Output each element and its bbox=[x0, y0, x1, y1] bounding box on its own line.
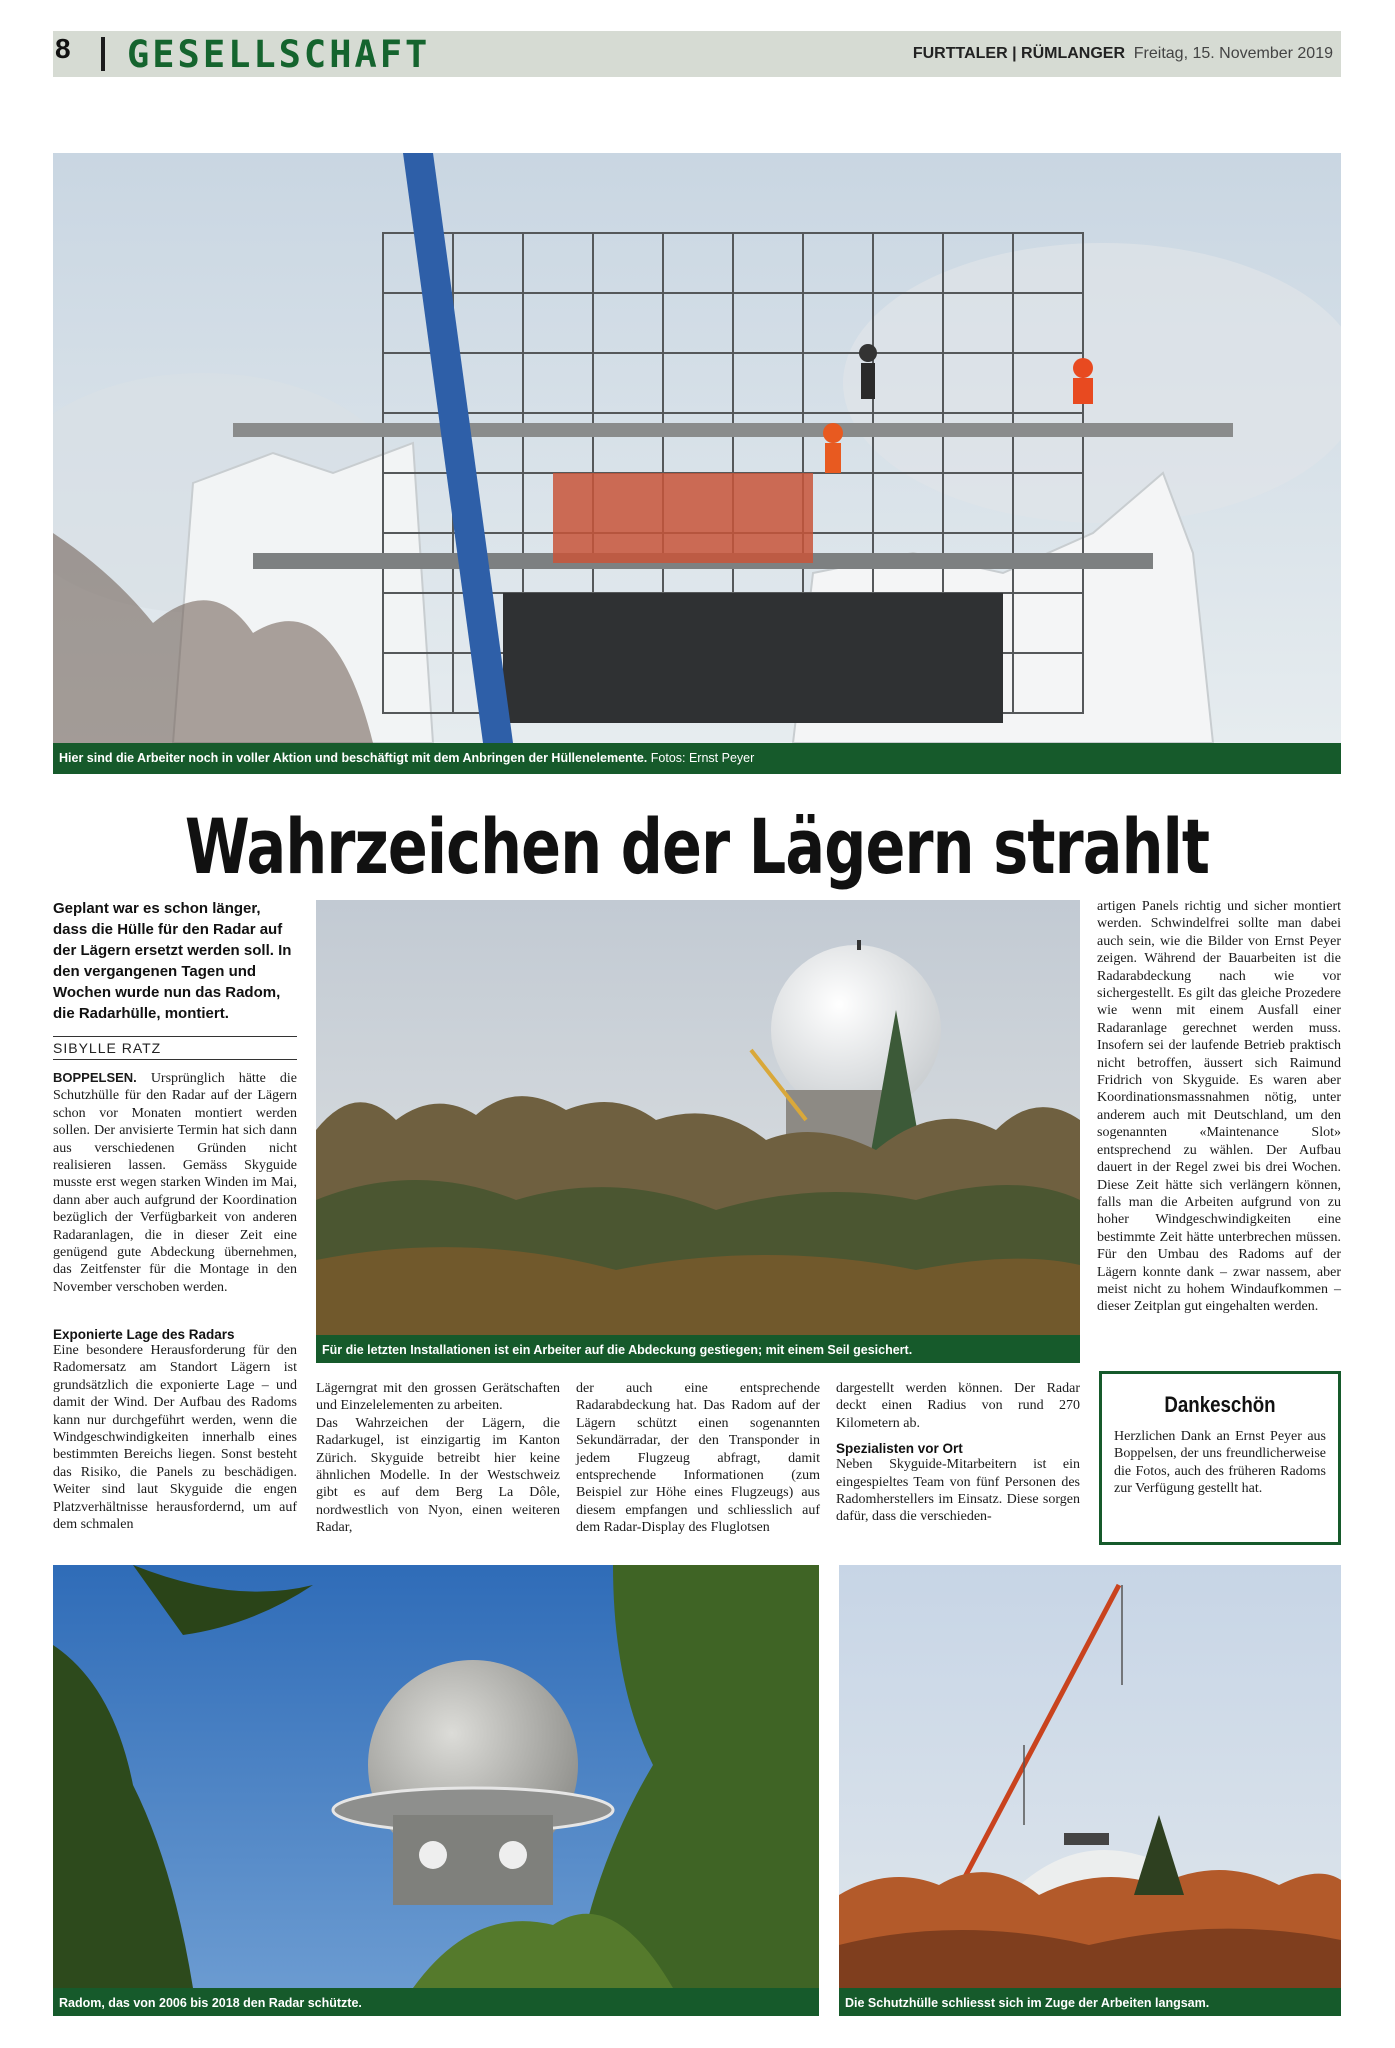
photo-top-scaffolding bbox=[53, 153, 1341, 743]
article-subhead-2: Spezialisten vor Ort bbox=[836, 1441, 963, 1457]
author-divider-bottom bbox=[53, 1059, 297, 1060]
author-divider-top bbox=[53, 1036, 297, 1037]
article-column-1 bbox=[53, 1070, 297, 1296]
article-paragraph-2a: Eine besondere Herausforderung für den Radomersatz am Standort Lägern ist grundsätzlich die exponierte Lage – und damit der Wind. Der Aufbau des Radoms kann nur durchgeführt werden, wenn die Windgeschwindigkeiten innerhalb eines bestimmten Bereichs liegen. Sonst besteht das Risiko, die Panels zu beschädigen. Weiter sind laut Skyguide die engen Platzverhältnisse herausfordernd, um auf dem schmalen bbox=[53, 1343, 297, 1533]
photo-middle-radome bbox=[316, 900, 1080, 1335]
article-paragraph-4: der auch eine entsprechende Radarabdeckung hat. Das Radom auf der Lägern schützt einen sogenannten Sekundärradar, der den Transponder in jedem Flugzeug abfragt, damit entsprechende Informationen (zum Beispiel zur Höhe eines Flugzeugs) aus diesem empfangen und schliesslich auf dem Radar-Display des Fluglotsen bbox=[576, 1381, 820, 1536]
article-paragraph-5: dargestellt werden können. Der Radar deckt einen Radius von rund 270 Kilometern ab. bbox=[836, 1381, 1080, 1431]
page-header bbox=[53, 31, 1341, 77]
thanks-box-text: Herzlichen Dank an Ernst Peyer aus Boppelsen, der uns freundlicherweise die Fotos, auch des früheren Radoms zur Verfügung gestellt hat. bbox=[1114, 1429, 1326, 1497]
article-lead: Geplant war es schon länger, dass die Hülle für den Radar auf der Lägern ersetzt werden soll. In den vergangenen Tagen und Wochen wurde nun das Radom, die Radarhülle, montiert. bbox=[53, 900, 292, 1022]
article-paragraph-3: Das Wahrzeichen der Lägern, die Radarkugel, ist einzigartig im Kanton Zürich. Skyguide betreibt hier keine ähnlichen Modelle. In der Westschweiz gibt es auf dem Berg La Dôle, nordwestlich von Nyon, einen weiteren Radar, bbox=[316, 1415, 560, 1536]
article-subhead-1: Exponierte Lage des Radars bbox=[53, 1327, 235, 1342]
photo-top-caption-text: Hier sind die Arbeiter noch in voller Aktion und beschäftigt mit dem Anbringen der Hüllenelemente. bbox=[59, 751, 648, 765]
photo-middle-caption bbox=[316, 1335, 1080, 1363]
photo-top-caption bbox=[53, 743, 1341, 774]
newspaper-name: FURTTALER | RÜMLANGER bbox=[912, 45, 1125, 62]
article-column-4 bbox=[836, 1380, 1080, 1526]
photo-bottom-right-crane bbox=[839, 1565, 1341, 1988]
article-column-2 bbox=[316, 1380, 560, 1537]
page-number: 8 bbox=[55, 33, 71, 64]
photo-middle-caption-text: Für die letzten Installationen ist ein Arbeiter auf die Abdeckung gestiegen; mit einem Seil gesichert. bbox=[322, 1343, 913, 1357]
photo-bottom-left-old-radome bbox=[53, 1565, 819, 1988]
article-dateline: BOPPELSEN. bbox=[53, 1070, 137, 1085]
photo-bottom-left-caption bbox=[53, 1988, 819, 2016]
section-title: GESELLSCHAFT bbox=[127, 33, 431, 76]
photo-bottom-left-caption-text: Radom, das von 2006 bis 2018 den Radar schützte. bbox=[59, 1996, 362, 2010]
thanks-box bbox=[1099, 1371, 1341, 1545]
photo-bottom-right-caption-text: Die Schutzhülle schliesst sich im Zuge der Arbeiten langsam. bbox=[845, 1996, 1210, 2010]
author-byline: SIBYLLE RATZ bbox=[53, 1040, 162, 1056]
article-paragraph-7: artigen Panels richtig und sicher montiert werden. Schwindelfrei sollte man dabei auch sein, wie die Bilder von Ernst Peyer zeigen. Während der Bauarbeiten ist die Radarabdeckung nach wie vor sichergestellt. Es gilt das gleiche Prozedere wie wenn mit einem Ausfall einer Radaranlage gerechnet werden muss. Insofern sei der laufende Betrieb praktisch nicht betroffen, äussert sich Raimund Fridrich von Skyguide. Es waren aber Koordinationsmassnahmen nötig, unter anderem auch mit Deutschland, um den sogenannten «Maintenance Slot» entsprechend zu wählen. Der Aufbau dauert in der Regel zwei bis drei Wochen. Diese Zeit hätte sich verlängern können, falls man die Arbeiten aufgrund von zu hoher Windgeschwindigkeiten eine bestimmte Zeit hätte unterbrechen müssen. Für den Umbau des Radoms auf der Lägern konnte dank – zwar nassem, aber meist nicht zu hohem Windaufkommen – dieser Zeitplan gut eingehalten werden. bbox=[1097, 899, 1341, 1315]
header-divider bbox=[101, 37, 105, 71]
article-paragraph-6: Neben Skyguide-Mitarbeitern ist ein eingespieltes Team von fünf Personen des Radomherstellers im Einsatz. Diese sorgen dafür, dass die verschieden- bbox=[836, 1457, 1080, 1525]
thanks-box-title: Dankeschön bbox=[1164, 1392, 1276, 1417]
article-column-1-lower bbox=[53, 1327, 297, 1533]
article-headline: Wahrzeichen der Lägern strahlt bbox=[184, 802, 1210, 891]
article-paragraph-1: Ursprünglich hätte die Schutzhülle für den Radar auf der Lägern schon vor Monaten montiert werden sollen. Der anvisierte Termin hat sich dann aus verschiedenen Gründen nicht realisieren lassen. Gemäss Skyguide musste erst wegen starken Winden im Mai, dann aber auch aufgrund der Koordination bezüglich der Verfügbarkeit von anderen Radaranlagen, die in dieser Zeit eine genügend gute Abdeckung übernehmen, das Zeitfenster für die Montage in den November verschoben werden. bbox=[53, 1071, 298, 1295]
article-column-5 bbox=[1097, 898, 1341, 1316]
photo-credit: Fotos: Ernst Peyer bbox=[650, 751, 755, 765]
article-paragraph-2b: Lägerngrat mit den grossen Gerätschaften und Einzelelementen zu arbeiten. bbox=[316, 1381, 560, 1414]
article-column-3 bbox=[576, 1380, 820, 1537]
issue-date: Freitag, 15. November 2019 bbox=[1133, 45, 1333, 62]
photo-bottom-right-caption bbox=[839, 1988, 1341, 2016]
